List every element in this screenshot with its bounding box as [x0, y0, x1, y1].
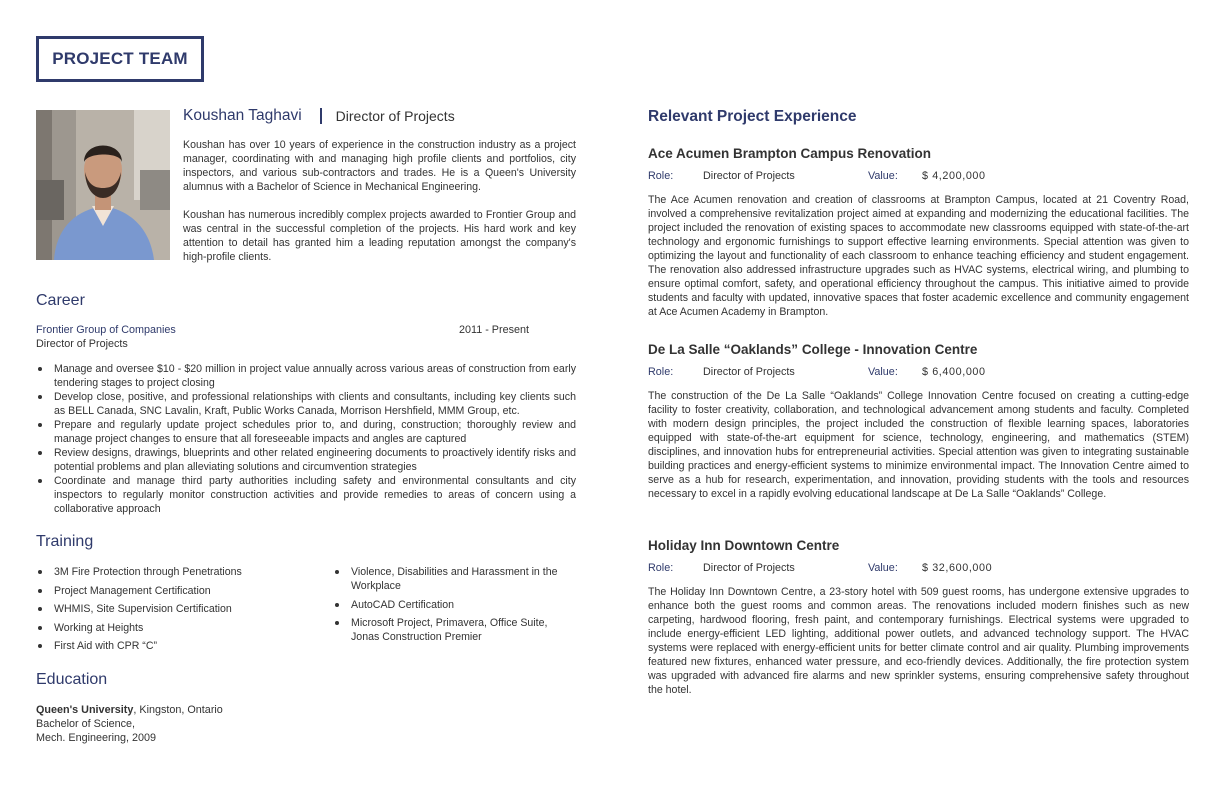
education-location: , Kingston, Ontario — [133, 704, 223, 716]
list-item: Prepare and regularly update project schedules prior to, and during, construction; thoroughly review and manage project changes to ensure that all foreseeable impacts and angles are captured — [36, 418, 576, 446]
training-heading: Training — [36, 533, 94, 550]
training-list-left — [36, 565, 306, 658]
project-name: Ace Acumen Brampton Campus Renovation — [648, 146, 932, 161]
value-amount: $ 6,400,000 — [922, 366, 986, 378]
list-item: Project Management Certification — [36, 584, 306, 598]
education-heading: Education — [36, 671, 108, 688]
career-heading: Career — [36, 292, 85, 309]
project-entry — [648, 538, 1189, 697]
divider — [320, 108, 322, 124]
role-value: Director of Projects — [703, 170, 795, 182]
profile-header — [183, 107, 455, 125]
value-amount: $ 4,200,000 — [922, 170, 986, 182]
value-label: Value: — [868, 170, 898, 182]
person-title: Director of Projects — [335, 108, 455, 124]
role-value: Director of Projects — [703, 562, 795, 574]
value-label: Value: — [868, 562, 898, 574]
list-item: 3M Fire Protection through Penetrations — [36, 565, 306, 579]
project-entry — [648, 146, 1189, 319]
career-company: Frontier Group of Companies — [36, 324, 176, 336]
value-label: Value: — [868, 366, 898, 378]
project-meta — [648, 562, 1189, 576]
role-label: Role: — [648, 562, 674, 574]
list-item: Manage and oversee $10 - $20 million in project value annually across various areas of construction from early tendering stages to project closing — [36, 362, 576, 390]
project-entry — [648, 342, 1189, 501]
list-item: WHMIS, Site Supervision Certification — [36, 602, 306, 616]
list-item: Working at Heights — [36, 621, 306, 635]
project-name: Holiday Inn Downtown Centre — [648, 538, 840, 553]
education-degree: Bachelor of Science, — [36, 718, 136, 730]
person-name: Koushan Taghavi — [183, 107, 302, 124]
bio — [183, 138, 576, 278]
role-value: Director of Projects — [703, 366, 795, 378]
project-description: The Ace Acumen renovation and creation of classrooms at Brampton Campus, located at 21 Coventry Road, involved a comprehensive revitalization project aimed at expanding and modernizing the educational facilities. The project included the renovation of existing spaces to accommodate new classrooms equipped with state-of-the-art technology and ergonomic furnishings to support effective learning environments. Special attention was given to optimizing the layout and functionality of each classroom to enhance teaching efficiency and student engagement. The renovation also addressed infrastructure upgrades such as HVAC systems, electrical wiring, and plumbing to ensure optimal comfort, safety, and operational efficiency throughout the campus. This initiative aimed to provide students and faculty with updated, innovative spaces that foster academic excellence and community engagement at Ace Acumen Academy in Brampton. — [648, 194, 1189, 318]
role-label: Role: — [648, 170, 674, 182]
project-meta — [648, 170, 1189, 184]
training-list-right — [333, 565, 573, 649]
project-description: The construction of the De La Salle “Oaklands” College Innovation Centre focused on creating a cutting-edge facility to foster creativity, collaboration, and technological advancement among students and faculty. Completed with modern design principles, the project included the construction of flexible learning spaces, laboratories equipped with state-of-the-art equipment for science, technology, engineering, and mathematics (STEM) disciplines, and innovation hubs for entrepreneurial activities. Special attention was given to integrating sustainable building practices and energy-efficient systems to minimize environmental impact. The Innovation Centre aimed to serve as a hub for research, experimentation, and innovation, providing students with the tools and resources necessary to excel in a rapidly evolving educational landscape at De La Salle “Oaklands” College. — [648, 390, 1189, 500]
page-title: PROJECT TEAM — [36, 36, 204, 82]
role-label: Role: — [648, 366, 674, 378]
education-school: Queen's University — [36, 704, 134, 716]
career-bullets — [36, 362, 576, 516]
project-description: The Holiday Inn Downtown Centre, a 23-story hotel with 509 guest rooms, has undergone extensive upgrades to enhance both the guest rooms and common areas. The renovations included modern finishes such as new carpeting, hardwood flooring, fresh paint, and contemporary furnishings. Electrical systems were upgraded to include energy-efficient LED lighting, additional power outlets, and advanced technology support. The HVAC systems were replaced with energy-efficient units for better climate control and air quality. Plumbing improvements featured new fixtures, enhanced water pressure, and eco-friendly devices. Additionally, the fire protection system was upgraded with advanced fire alarms and new sprinkler systems, ensuring comprehensive safety throughout the hotel. — [648, 586, 1189, 696]
education-details — [36, 703, 223, 745]
bio-paragraph: Koushan has numerous incredibly complex projects awarded to Frontier Group and was central in the successful completion of the projects. His hard work and key attention to detail has granted him a leading reputation amongst the company's high-profile clients. — [183, 209, 576, 263]
list-item: Violence, Disabilities and Harassment in the Workplace — [333, 565, 573, 593]
list-item: Develop close, positive, and professional relationships with clients and consultants, including key clients such as BELL Canada, SNC Lavalin, Kraft, Public Works Canada, Morrison Hershfield, MMM Group, etc. — [36, 390, 576, 418]
list-item: AutoCAD Certification — [333, 598, 573, 612]
education-field: Mech. Engineering, 2009 — [36, 732, 157, 744]
bio-paragraph: Koushan has over 10 years of experience in the construction industry as a project manager, coordinating with and managing high profile clients and portfolios, city inspectors, and various sub-contractors and trades. He is a Queen's University alumnus with a Bachelor of Science in Mechanical Engineering. — [183, 139, 576, 193]
list-item: Coordinate and manage third party authorities including safety and environmental consultants and city inspectors to regularly monitor construction activities and provide remedies to areas of concern using a collaborative approach — [36, 474, 576, 516]
experience-heading: Relevant Project Experience — [648, 108, 857, 125]
profile-photo — [36, 110, 170, 260]
list-item: Microsoft Project, Primavera, Office Suite, Jonas Construction Premier — [333, 616, 573, 644]
value-amount: $ 32,600,000 — [922, 562, 993, 574]
list-item: Review designs, drawings, blueprints and other related engineering documents to proactively identify risks and potential problems and plan alleviating solutions and circumvention strategies — [36, 446, 576, 474]
list-item: First Aid with CPR “C” — [36, 639, 306, 653]
career-dates: 2011 - Present — [459, 324, 530, 336]
project-name: De La Salle “Oaklands” College - Innovation Centre — [648, 342, 978, 357]
career-role: Director of Projects — [36, 338, 128, 350]
project-meta — [648, 366, 1189, 380]
